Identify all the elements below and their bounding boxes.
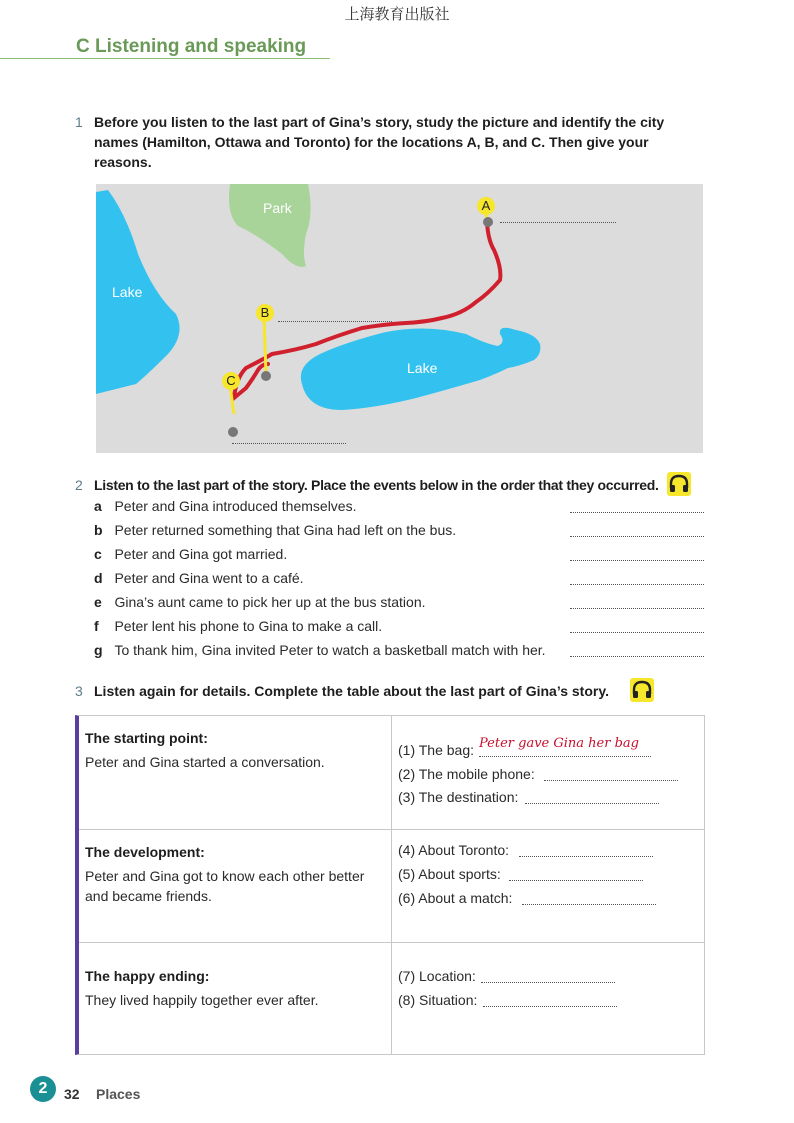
event-item xyxy=(94,618,706,642)
event-text: To thank him, Gina invited Peter to watch a basketball match with her. xyxy=(114,642,546,658)
event-item xyxy=(94,570,706,594)
fill-item-label: (1) The bag: xyxy=(398,742,475,758)
fill-item-label: (3) The destination: xyxy=(398,789,519,805)
event-list xyxy=(94,498,706,666)
question-1-number: 1 xyxy=(75,114,83,130)
city-map xyxy=(96,184,703,453)
event-letter: a xyxy=(94,498,102,514)
event-text: Peter returned something that Gina had left on the bus. xyxy=(114,522,457,538)
event-item xyxy=(94,522,706,546)
fill-item-answer-line[interactable] xyxy=(509,880,643,881)
row-label-development: The development: xyxy=(85,844,205,860)
title-underline xyxy=(0,58,330,59)
event-item xyxy=(94,498,706,522)
fill-item-answer-line[interactable] xyxy=(481,982,615,983)
fill-item-label: (8) Situation: xyxy=(398,992,478,1008)
handwritten-answer[interactable]: Peter gave Gina her bag xyxy=(479,736,639,751)
fill-item-answer-line[interactable] xyxy=(525,803,659,804)
headphones-icon[interactable] xyxy=(667,472,691,496)
fill-item-label: (6) About a match: xyxy=(398,890,513,906)
event-answer-line[interactable] xyxy=(570,536,704,537)
row-description: They lived happily together ever after. xyxy=(85,992,319,1008)
event-letter: d xyxy=(94,570,103,586)
pin-c-label: C xyxy=(222,372,240,390)
event-letter: g xyxy=(94,642,103,658)
park-label: Park xyxy=(263,200,292,216)
section-title: C Listening and speaking xyxy=(76,36,307,57)
page-number: 32 xyxy=(64,1086,80,1102)
question-2-text: Listen to the last part of the story. Place the events below in the order that they occurred. xyxy=(94,477,659,493)
event-text: Gina’s aunt came to pick her up at the bus station. xyxy=(114,594,426,610)
event-text: Peter and Gina went to a café. xyxy=(114,570,304,586)
fill-item-answer-line[interactable] xyxy=(483,1006,617,1007)
fill-item-answer-line[interactable] xyxy=(522,904,656,905)
fill-item-label: (7) Location: xyxy=(398,968,476,984)
row-description: Peter and Gina started a conversation. xyxy=(85,754,325,770)
event-text: Peter and Gina introduced themselves. xyxy=(114,498,357,514)
lake-right-label: Lake xyxy=(407,360,438,376)
unit-badge: 2 xyxy=(30,1076,56,1102)
point-c xyxy=(228,427,238,437)
pin-a-label: A xyxy=(477,197,495,215)
headphones-icon[interactable] xyxy=(630,678,654,702)
column-divider xyxy=(391,716,392,1054)
event-item xyxy=(94,546,706,570)
event-text: Peter and Gina got married. xyxy=(114,546,288,562)
fill-item-answer-line[interactable] xyxy=(544,780,678,781)
answer-line-c[interactable] xyxy=(232,443,346,444)
map-graphic xyxy=(96,184,703,453)
fill-item-label: (4) About Toronto: xyxy=(398,842,510,858)
point-a xyxy=(483,217,493,227)
answer-line-b[interactable] xyxy=(278,321,392,322)
pin-b-label: B xyxy=(256,304,274,322)
fill-item-label: (2) The mobile phone: xyxy=(398,766,535,782)
question-3-number: 3 xyxy=(75,683,83,699)
question-1-text: Before you listen to the last part of Gina’s story, study the picture and identify the city names (Hamilton, Ottawa and Toronto) for the locations A, B, and C. Then give your reasons. xyxy=(94,114,665,170)
event-answer-line[interactable] xyxy=(570,584,704,585)
story-table xyxy=(75,715,705,1055)
event-letter: c xyxy=(94,546,102,562)
lake-left-label: Lake xyxy=(112,284,143,300)
event-item xyxy=(94,642,706,666)
row-divider xyxy=(79,829,705,830)
event-answer-line[interactable] xyxy=(570,632,704,633)
row-description: Peter and Gina got to know each other better and became friends. xyxy=(85,868,365,904)
answer-line-a[interactable] xyxy=(500,222,616,223)
fill-item-answer-line[interactable] xyxy=(479,756,651,757)
row-label-starting-point: The starting point: xyxy=(85,730,208,746)
event-answer-line[interactable] xyxy=(570,560,704,561)
event-answer-line[interactable] xyxy=(570,608,704,609)
row-divider xyxy=(79,942,705,943)
point-b xyxy=(261,371,271,381)
unit-title: Places xyxy=(96,1086,141,1102)
event-letter: f xyxy=(94,618,99,634)
event-item xyxy=(94,594,706,618)
event-answer-line[interactable] xyxy=(570,512,704,513)
event-answer-line[interactable] xyxy=(570,656,704,657)
event-letter: b xyxy=(94,522,103,538)
publisher-header: 上海教育出版社 xyxy=(344,5,450,23)
question-3-text: Listen again for details. Complete the table about the last part of Gina’s story. xyxy=(94,683,609,699)
park-area xyxy=(229,184,311,267)
pin-b-stem xyxy=(264,318,266,374)
fill-item-label: (5) About sports: xyxy=(398,866,501,882)
event-text: Peter lent his phone to Gina to make a call. xyxy=(114,618,383,634)
event-letter: e xyxy=(94,594,102,610)
row-label-happy-ending: The happy ending: xyxy=(85,968,210,984)
fill-item-answer-line[interactable] xyxy=(519,856,653,857)
question-2-number: 2 xyxy=(75,477,83,493)
